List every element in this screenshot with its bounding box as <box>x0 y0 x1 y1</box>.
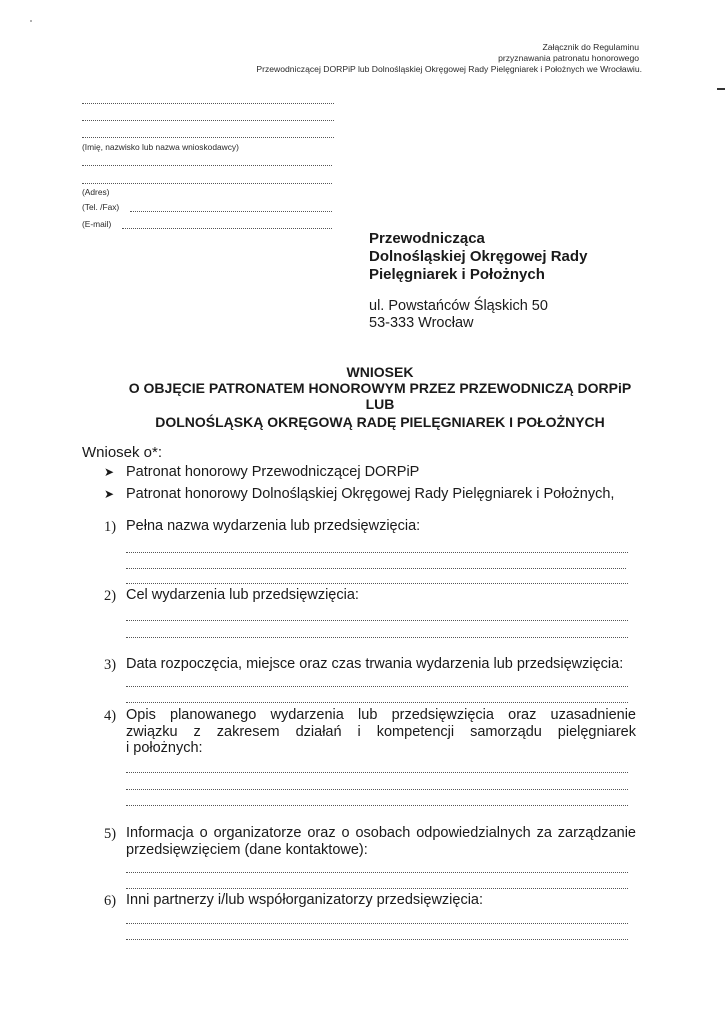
applicant-email-field[interactable] <box>122 228 332 229</box>
item-1-answer-line-1[interactable] <box>126 552 628 553</box>
scan-speck <box>30 20 32 22</box>
item-4-label-line-a: Opis planowanego wydarzenia lub przedsięwzięcia oraz uzasadnienie <box>126 707 636 723</box>
applicant-address-label: (Adres) <box>82 187 110 197</box>
item-3-number: 3) <box>104 657 117 673</box>
item-4-answer-line-1[interactable] <box>126 772 628 773</box>
recipient-line2: Dolnośląskiej Okręgowej Rady <box>369 248 588 265</box>
item-1-answer-line-3[interactable] <box>126 583 628 584</box>
form-title <box>60 364 700 430</box>
item-5-label-line-b: przedsięwzięciem (dane kontaktowe): <box>126 842 368 858</box>
applicant-name-line-1[interactable] <box>82 103 334 104</box>
item-4-answer-line-2[interactable] <box>126 789 628 790</box>
item-6-label: Inni partnerzy i/lub współorganizatorzy przedsięwzięcia: <box>126 892 484 908</box>
address-street: ul. Powstańców Śląskich 50 <box>369 298 548 314</box>
attachment-note-line2: przyznawania patronatu honorowego <box>498 53 639 63</box>
item-2-answer-line-2[interactable] <box>126 637 628 638</box>
item-5-number: 5) <box>104 826 117 842</box>
item-4-label-line-c: i położnych: <box>126 740 203 756</box>
applicant-name-line-2[interactable] <box>82 120 334 121</box>
item-2-label: Cel wydarzenia lub przedsięwzięcia: <box>126 587 359 603</box>
address-city: 53-333 Wrocław <box>369 315 474 331</box>
request-intro: Wniosek o*: <box>82 444 163 461</box>
item-4-answer-line-3[interactable] <box>126 805 628 806</box>
applicant-name-line-3[interactable] <box>82 137 334 138</box>
item-4-number: 4) <box>104 708 117 724</box>
title-line3: LUB <box>365 396 395 412</box>
item-6-answer-line-1[interactable] <box>126 923 628 924</box>
arrow-bullet-icon: ➤ <box>104 465 115 479</box>
applicant-address-line-2[interactable] <box>82 183 332 184</box>
item-3-answer-line-1[interactable] <box>126 686 628 687</box>
item-3-answer-line-2[interactable] <box>126 702 628 703</box>
item-2-answer-line-1[interactable] <box>126 620 628 621</box>
item-6-number: 6) <box>104 893 117 909</box>
item-3-label: Data rozpoczęcia, miejsce oraz czas trwania wydarzenia lub przedsięwzięcia: <box>126 656 624 672</box>
recipient-block <box>369 230 587 284</box>
applicant-address-line-1[interactable] <box>82 165 332 166</box>
item-2-number: 2) <box>104 588 117 604</box>
title-line4: DOLNOŚLĄSKĄ OKRĘGOWĄ RADĘ PIELĘGNIAREK I POŁOŻNYCH <box>155 414 605 430</box>
recipient-line3: Pielęgniarek i Położnych <box>369 266 545 283</box>
recipient-address <box>369 298 548 332</box>
applicant-email-label: (E-mail) <box>82 219 112 229</box>
option-council[interactable] <box>104 486 614 502</box>
attachment-note-line3: Przewodniczącej DORPiP lub Dolnośląskiej Okręgowej Rady Pielęgniarek i Położnych we Wrocławiu. <box>256 64 642 74</box>
applicant-phone-label: (Tel. /Fax) <box>82 202 120 212</box>
option-chairwoman-label: Patronat honorowy Przewodniczącej DORPiP <box>126 464 420 480</box>
item-1-answer-line-2[interactable] <box>126 568 626 569</box>
attachment-note <box>256 42 642 75</box>
applicant-phone-field[interactable] <box>130 211 332 212</box>
item-1-number: 1) <box>104 519 117 535</box>
attachment-note-line1: Załącznik do Regulaminu <box>542 42 639 52</box>
title-line1: WNIOSEK <box>346 364 414 380</box>
item-1-label: Pełna nazwa wydarzenia lub przedsięwzięcia: <box>126 518 421 534</box>
item-5-answer-line-1[interactable] <box>126 872 628 873</box>
option-chairwoman[interactable] <box>104 464 419 480</box>
item-5-answer-line-2[interactable] <box>126 888 628 889</box>
scan-edge-mark <box>717 88 725 90</box>
item-6-answer-line-2[interactable] <box>126 939 628 940</box>
arrow-bullet-icon: ➤ <box>104 487 115 501</box>
item-5-label-line-a: Informacja o organizatorze oraz o osobach odpowiedzialnych za zarządzanie <box>126 825 636 841</box>
title-line2: O OBJĘCIE PATRONATEM HONOROWYM PRZEZ PRZEWODNICZĄ DORPiP <box>128 380 632 396</box>
item-4-label-line-b: związku z zakresem działań i kompetencji samorządu pielęgniarek <box>126 724 636 740</box>
recipient-line1: Przewodnicząca <box>369 230 485 247</box>
applicant-name-label: (Imię, nazwisko lub nazwa wnioskodawcy) <box>82 142 239 152</box>
option-council-label: Patronat honorowy Dolnośląskiej Okręgowej Rady Pielęgniarek i Położnych, <box>126 486 615 502</box>
